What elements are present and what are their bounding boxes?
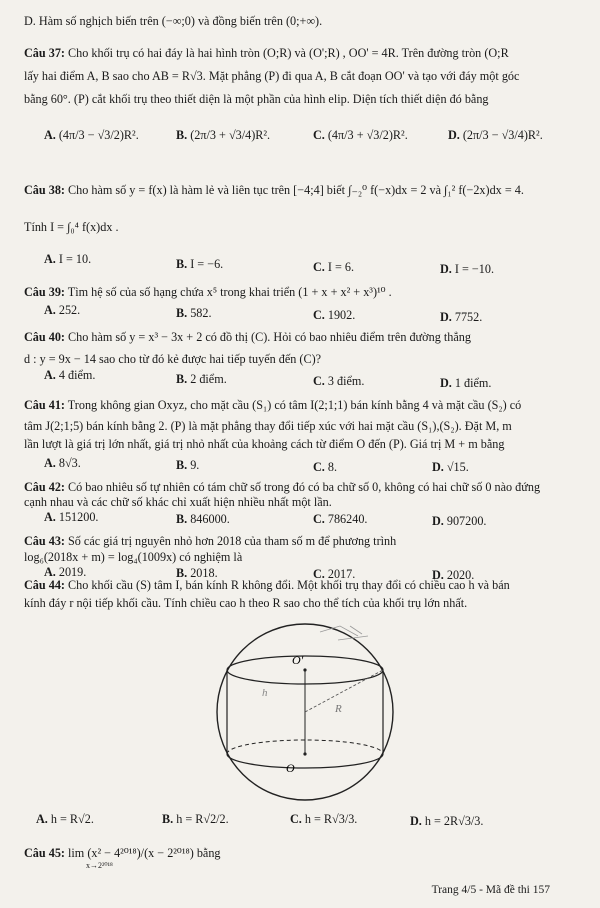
q39-line-1 <box>24 285 594 300</box>
label-r: R <box>335 703 342 715</box>
q43-text-1: Số các giá trị nguyên nhỏ hơn 2018 của tham số m để phương trình <box>64 534 397 548</box>
q43-option-a: A. 2019. <box>44 565 87 579</box>
q38-option-b: B. I = −6. <box>176 257 224 271</box>
q42-option-a: A. 151200. <box>44 510 99 524</box>
q37-text-1: Cho khối trụ có hai đáy là hai hình tròn (O;R) và (O';R) , OO' = 4R. Trên đường tròn (O;R <box>64 46 509 60</box>
q43-line-1 <box>24 534 594 549</box>
q41-text-1: Trong không gian Oxyz, cho mặt cầu (S₁) có tâm I(2;1;1) bán kính bằng 4 và mặt cầu (S₂) có <box>64 398 522 412</box>
cylinder-bottom-front <box>227 754 383 768</box>
page-footer: Trang 4/5 - Mã đề thi 157 <box>431 884 550 896</box>
q44-text-1: Cho khối cầu (S) tâm I, bán kính R không đổi. Một khối trụ thay đổi có chiều cao h và bán <box>64 578 510 592</box>
q40-option-c: C. 3 điểm. <box>313 374 365 388</box>
q45-label: Câu 45: <box>24 846 65 860</box>
q38-label: Câu 38: <box>24 183 65 197</box>
sphere-cylinder-figure <box>200 612 430 802</box>
q40-option-a: A. 4 điểm. <box>44 368 96 382</box>
q44-option-b: B. h = R√2/2. <box>162 812 229 826</box>
q41-option-c: C. 8. <box>313 460 337 474</box>
q38-line-1 <box>24 183 594 198</box>
q40-text-1: Cho hàm số y = x³ − 3x + 2 có đồ thị (C). Hỏi có bao nhiêu điểm trên đường thẳng <box>64 330 471 344</box>
q42-option-b: B. 846000. <box>176 512 230 526</box>
q40-label: Câu 40: <box>24 330 65 344</box>
q42-line-1 <box>24 480 594 495</box>
q41-line-3: lần lượt là giá trị lớn nhất, giá trị nhỏ nhất của khoảng cách từ điểm O đến (P). Giá trị M + m bằng <box>24 437 505 451</box>
q41-line-1 <box>24 398 594 413</box>
q41-line-2: tâm J(2;1;5) bán kính bằng 2. (P) là mặt phẳng thay đổi tiếp xúc với hai mặt cầu (S₁),(S₂). Đặt M, m <box>24 419 512 433</box>
q37-line-3: bằng 60°. (P) cắt khối trụ theo thiết diện là một phần của hình elip. Diện tích thiết diện đó bằng <box>24 92 489 106</box>
q40-option-d: D. 1 điểm. <box>440 376 492 390</box>
q44-line-2: kính đáy r nội tiếp khối cầu. Tính chiều cao h theo R sao cho thể tích của khối trụ lớn nhất. <box>24 596 468 610</box>
q41-option-b: B. 9. <box>176 458 200 472</box>
q39-option-b: B. 582. <box>176 306 212 320</box>
q39-label: Câu 39: <box>24 285 65 299</box>
q39-option-a: A. 252. <box>44 303 81 317</box>
q40-line-1 <box>24 330 594 345</box>
center-dot-top <box>303 668 306 671</box>
q44-option-a: A. h = R√2. <box>36 812 94 826</box>
q42-option-c: C. 786240. <box>313 512 368 526</box>
q41-option-a: A. 8√3. <box>44 456 81 470</box>
q45-line-1 <box>24 846 594 861</box>
q44-option-c: C. h = R√3/3. <box>290 812 358 826</box>
radius-line <box>305 670 383 712</box>
q43-line-2: log₆(2018x + m) = log₄(1009x) có nghiệm là <box>24 550 243 564</box>
q39-text-1: Tìm hệ số của số hạng chứa x⁵ trong khai triển (1 + x + x² + x³)¹⁰ . <box>64 285 392 299</box>
q40-line-2: d : y = 9x − 14 sao cho từ đó kẻ được hai tiếp tuyến đến (C)? <box>24 352 322 366</box>
q39-option-d: D. 7752. <box>440 310 483 324</box>
q38-option-a: A. I = 10. <box>44 252 92 266</box>
q41-option-d: D. √15. <box>432 460 469 474</box>
q44-option-d: D. h = 2R√3/3. <box>410 814 484 828</box>
q38-option-d: D. I = −10. <box>440 262 494 276</box>
q37-option-d: D. (2π/3 − √3/4)R². <box>448 128 543 142</box>
q41-label: Câu 41: <box>24 398 65 412</box>
q39-option-c: C. 1902. <box>313 308 356 322</box>
q45-limit-subscript: x→2²⁰¹⁸ <box>86 861 113 870</box>
q37-option-b: B. (2π/3 + √3/4)R². <box>176 128 271 142</box>
q44-line-1 <box>24 578 594 593</box>
q37-option-c: C. (4π/3 + √3/2)R². <box>313 128 408 142</box>
q37-line-2: lấy hai điểm A, B sao cho AB = R√3. Mặt phẳng (P) đi qua A, B cắt đoạn OO' và tạo với đáy một góc <box>24 69 520 83</box>
label-o: O <box>286 761 295 775</box>
label-o-prime: O' <box>292 653 304 667</box>
q37-line-1 <box>24 46 594 61</box>
q44-label: Câu 44: <box>24 578 65 592</box>
q43-option-b: B. 2018. <box>176 566 218 580</box>
q43-option-c: C. 2017. <box>313 567 356 581</box>
q43-label: Câu 43: <box>24 534 65 548</box>
center-dot-bottom <box>303 752 306 755</box>
q37-label: Câu 37: <box>24 46 65 60</box>
q38-option-c: C. I = 6. <box>313 260 355 274</box>
q38-text-1: Cho hàm số y = f(x) là hàm lẻ và liên tục trên [−4;4] biết ∫₋₂⁰ f(−x)dx = 2 và ∫₁² f(−2x)dx = 4. <box>64 183 524 197</box>
q36-option-d: D. Hàm số nghịch biến trên (−∞;0) và đồng biến trên (0;+∞). <box>24 14 323 28</box>
q42-label: Câu 42: <box>24 480 65 494</box>
q37-option-a: A. (4π/3 − √3/2)R². <box>44 128 139 142</box>
q43-option-d: D. 2020. <box>432 568 475 582</box>
q38-line-2: Tính I = ∫₀⁴ f(x)dx . <box>24 220 119 234</box>
q45-text-1: lim (x² − 4²⁰¹⁸)/(x − 2²⁰¹⁸) bằng <box>64 846 221 860</box>
q42-line-2: cạnh nhau và các chữ số khác chỉ xuất hiện nhiều nhất một lần. <box>24 495 332 509</box>
q42-text-1: Có bao nhiêu số tự nhiên có tám chữ số trong đó có ba chữ số 0, không có hai chữ số 0 nào đứng <box>64 480 541 494</box>
label-h: h <box>262 687 268 699</box>
q40-option-b: B. 2 điểm. <box>176 372 227 386</box>
q42-option-d: D. 907200. <box>432 514 487 528</box>
